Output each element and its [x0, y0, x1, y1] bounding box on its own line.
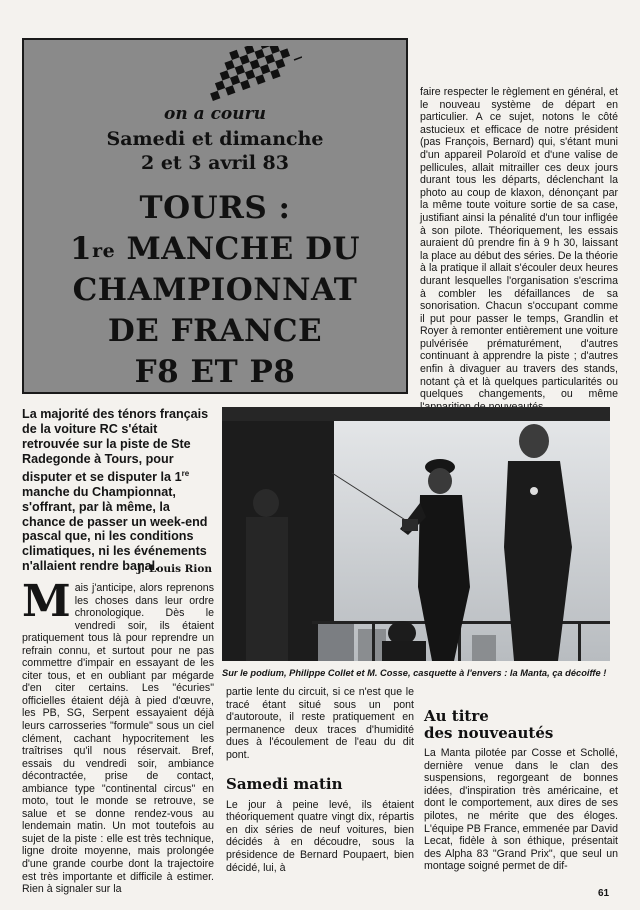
- section-heading: Au titre: [424, 707, 489, 725]
- headline-line-4: DE FRANCE: [107, 313, 323, 349]
- headline-line-5: F8 ET P8: [134, 354, 296, 390]
- podium-photo: [222, 407, 610, 661]
- body-text: faire respecter le règlement en général, et le nouveau système de départ en particulier. A ce sujet, notons le côté astucieux et efficace de notre président (pas François, Bernard) qui, s'étant muni d'un appareil Polaroïd et d'une valise de pellicules, allait mitrailler ces deux jours durant tous les départs, déclenchant la photo au coup de klaxon, dénonçant par la même toute voiture sortie de sa case, justifiant ainsi la pénalité d'un tour infligée à son pilote. Théoriquement, les essais auraient dû prendre fin à 9 h 30, laissant la place au début des séries. De la théorie à la pratique il allait s'écouler deux heures durant lesquelles l'organisation s'escrima à combler les défaillances de sa sonorisation. Chacun s'occupant comme il put pour passer le temps, Grandlin et Royer à remonter entièrement une voiture pulvérisée prématurément, d'autres continuant à apprendre la piste ; d'autres enfin à divaguer au travers des stands, notant çà et là quelques particularités ou quelques changements, ou même: [420, 86, 618, 401]
- headline: [24, 188, 406, 393]
- date-line-1: Samedi et dimanche: [106, 128, 324, 150]
- article-column-3: [424, 708, 618, 873]
- body-text: ais j'anticipe, alors reprenons les choses dans leur ordre chronologique. Dès le vendredi soir, ils étaient pratiquement tous là pour reprendre un refrain connu, et surtout pour ne pas commettre d'impair en essayant de les citer tous, et en oubliant par mégarde d'en citer certains. Les "écuries" officielles étaient déjà à pied d'œuvre, les PB, SG, Serpent essayaient déjà leurs carrosseries "formule" sous un ciel clément, cachant hypocritement les traîtrises qu'il nous réservait. Bref, essais du vendredi soir, ambiance décontractée, prise de contact, ambiance type "continental circus" en moto, tout le monde se retrouve, se salue et se donne rendez-vous au lendemain matin. Un mot toutefois au sujet de la piste : elle est très technique, ligne droite moyenne, mais prolongée d'une grande courbe dont la trajectoire est très importante et difficile à estimer. Rien à signaler sur la: [22, 582, 214, 896]
- article-column-right-top: [420, 86, 618, 413]
- body-text: partie lente du circuit, si ce n'est que le tracé étant situé sous un pont d'autoroute, il reste pratiquement en permanence deux traces d'humidité dues à l'écoulement de l'eau du dit pont.: [226, 686, 414, 761]
- section-heading-line-2: des nouveautés: [424, 724, 554, 742]
- headline-line-1: TOURS :: [139, 190, 291, 226]
- title-box: [22, 38, 408, 394]
- kicker-label: on a couru: [164, 104, 266, 124]
- author-byline: J.-Louis Rion: [136, 563, 212, 575]
- body-text: La Manta pilotée par Cosse et Schollé, dernière venue dans le clan des suspensions, regorgeant de bonnes idées, d'inspiration très américaine, et dont le comportement, aux dires de ses pilotes, ne mérite que des éloges. L'équipe PB France, emmenée par David Lecat, fidèle à son éthique, présentait des Alpha 83 "Grand Prix", que seul un montage soigné permet de dif-: [424, 747, 618, 873]
- checkered-flag-icon: [202, 46, 302, 102]
- drop-cap: M: [22, 576, 71, 627]
- article-column-1: [22, 576, 214, 896]
- section-heading: Samedi matin: [226, 774, 343, 793]
- page-number: 61: [598, 888, 610, 899]
- body-text: Le jour à peine levé, ils étaient théoriquement quatre vingt dix, répartis en dix séries de neuf voitures, bien décidés à en découdre, sous la présidence de Bernard Poupaert, bien décidé, lui, à: [226, 798, 414, 874]
- headline-line-2: 1re MANCHE DU: [70, 231, 360, 267]
- photo-caption: Sur le podium, Philippe Collet et M. Cosse, casquette à l'envers : la Manta, ça décoiffe !: [222, 668, 607, 678]
- article-column-2: [226, 686, 414, 874]
- lead-paragraph: La majorité des ténors français de la voiture RC s'était retrouvée sur la piste de Ste Radegonde à Tours, pour disputer et se disputer la 1re manche du Championnat, s'offrant, par là même, la chance de passer un week-end pascal que, ni les conditions climatiques, ni les événements n'allaient rendre banal.: [22, 407, 209, 574]
- headline-line-3: CHAMPIONNAT: [72, 272, 358, 308]
- date-line-2: 2 et 3 avril 83: [140, 152, 289, 174]
